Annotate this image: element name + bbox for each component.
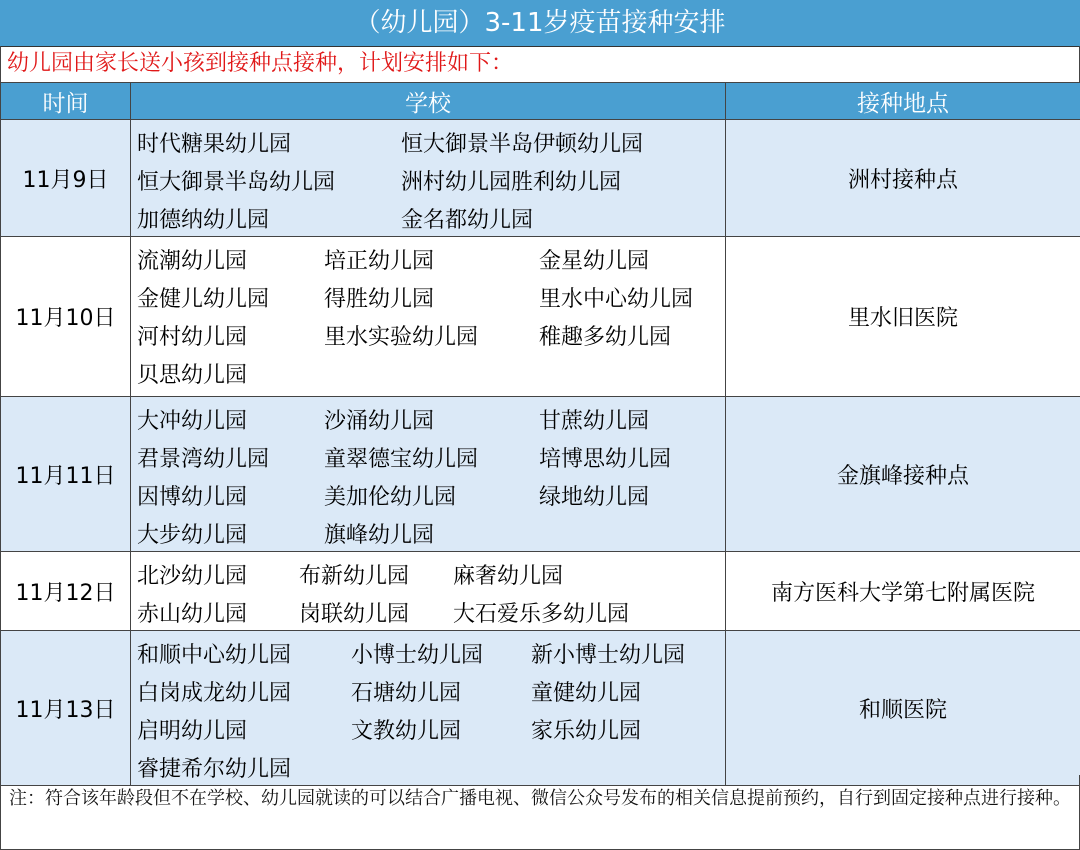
schedule-row (1, 631, 1080, 786)
school-name: 家乐幼儿园 (531, 719, 642, 744)
school-name: 文教幼儿园 (351, 719, 462, 744)
school-name: 童翠德宝幼儿园 (324, 447, 479, 472)
school-line (131, 554, 725, 592)
school-name: 赤山幼儿园 (137, 602, 248, 627)
school-name: 稚趣多幼儿园 (539, 325, 672, 350)
school-name: 培正幼儿园 (324, 249, 435, 274)
header-time: 时间 (1, 83, 131, 120)
row-site: 金旗峰接种点 (726, 397, 1080, 552)
schedule-row (1, 397, 1080, 552)
school-name: 培博思幼儿园 (539, 447, 672, 472)
school-line (131, 513, 725, 551)
row-date: 11月11日 (1, 397, 131, 552)
header-school: 学校 (131, 83, 726, 120)
school-name: 金健儿幼儿园 (137, 287, 270, 312)
school-name: 君景湾幼儿园 (137, 447, 270, 472)
school-name: 绿地幼儿园 (539, 485, 650, 510)
row-date: 11月13日 (1, 631, 131, 786)
document-subtitle: 幼儿园由家长送小孩到接种点接种，计划安排如下： (0, 46, 1080, 82)
school-name: 里水实验幼儿园 (324, 325, 479, 350)
row-schools (131, 631, 726, 786)
school-name: 流潮幼儿园 (137, 249, 248, 274)
school-name: 金星幼儿园 (539, 249, 650, 274)
school-name: 加德纳幼儿园 (137, 208, 270, 233)
school-name: 石塘幼儿园 (351, 681, 462, 706)
school-line (131, 475, 725, 513)
row-schools (131, 120, 726, 237)
school-name: 北沙幼儿园 (137, 564, 248, 589)
school-name: 甘蔗幼儿园 (539, 409, 650, 434)
row-schools (131, 552, 726, 631)
school-name: 岗联幼儿园 (299, 602, 410, 627)
school-name: 睿捷希尔幼儿园 (137, 757, 292, 782)
document-title: （幼儿园）3-11岁疫苗接种安排 (0, 0, 1080, 47)
school-line (131, 160, 725, 198)
school-line (131, 122, 725, 160)
school-line (131, 239, 725, 277)
school-line (131, 277, 725, 315)
school-line (131, 709, 725, 747)
schedule-table (0, 82, 1080, 786)
row-date: 11月10日 (1, 237, 131, 397)
header-site: 接种地点 (726, 83, 1080, 120)
row-site: 南方医科大学第七附属医院 (726, 552, 1080, 631)
school-name: 新小博士幼儿园 (531, 643, 686, 668)
school-name: 启明幼儿园 (137, 719, 248, 744)
school-name: 金名都幼儿园 (401, 208, 534, 233)
row-site: 和顺医院 (726, 631, 1080, 786)
school-line (131, 315, 725, 353)
row-site: 洲村接种点 (726, 120, 1080, 237)
row-date: 11月9日 (1, 120, 131, 237)
school-name: 里水中心幼儿园 (539, 287, 694, 312)
school-line (131, 671, 725, 709)
schedule-row (1, 120, 1080, 237)
school-name: 大石爱乐多幼儿园 (453, 602, 630, 627)
row-schools (131, 237, 726, 397)
schedule-row (1, 552, 1080, 631)
school-name: 河村幼儿园 (137, 325, 248, 350)
school-name: 和顺中心幼儿园 (137, 643, 292, 668)
schedule-row (1, 237, 1080, 397)
school-name: 得胜幼儿园 (324, 287, 435, 312)
school-name: 因博幼儿园 (137, 485, 248, 510)
school-name: 沙涌幼儿园 (324, 409, 435, 434)
school-name: 麻奢幼儿园 (453, 564, 564, 589)
school-name: 小博士幼儿园 (351, 643, 484, 668)
school-name: 恒大御景半岛伊顿幼儿园 (401, 132, 644, 157)
school-name: 洲村幼儿园胜利幼儿园 (401, 170, 622, 195)
footnote: 注：符合该年龄段但不在学校、幼儿园就读的可以结合广播电视、微信公众号发布的相关信息提前预约，自行到固定接种点进行接种。 (0, 775, 1080, 850)
school-name: 布新幼儿园 (299, 564, 410, 589)
row-site: 里水旧医院 (726, 237, 1080, 397)
school-name: 美加伦幼儿园 (324, 485, 457, 510)
school-line (131, 198, 725, 236)
school-name: 旗峰幼儿园 (324, 523, 435, 548)
school-line (131, 437, 725, 475)
school-line (131, 353, 725, 391)
school-line (131, 399, 725, 437)
school-name: 时代糖果幼儿园 (137, 132, 292, 157)
school-line (131, 633, 725, 671)
school-name: 恒大御景半岛幼儿园 (137, 170, 336, 195)
school-name: 贝思幼儿园 (137, 363, 248, 388)
school-name: 童健幼儿园 (531, 681, 642, 706)
row-date: 11月12日 (1, 552, 131, 631)
school-name: 大步幼儿园 (137, 523, 248, 548)
school-name: 大冲幼儿园 (137, 409, 248, 434)
row-schools (131, 397, 726, 552)
school-line (131, 592, 725, 630)
school-name: 白岗成龙幼儿园 (137, 681, 292, 706)
